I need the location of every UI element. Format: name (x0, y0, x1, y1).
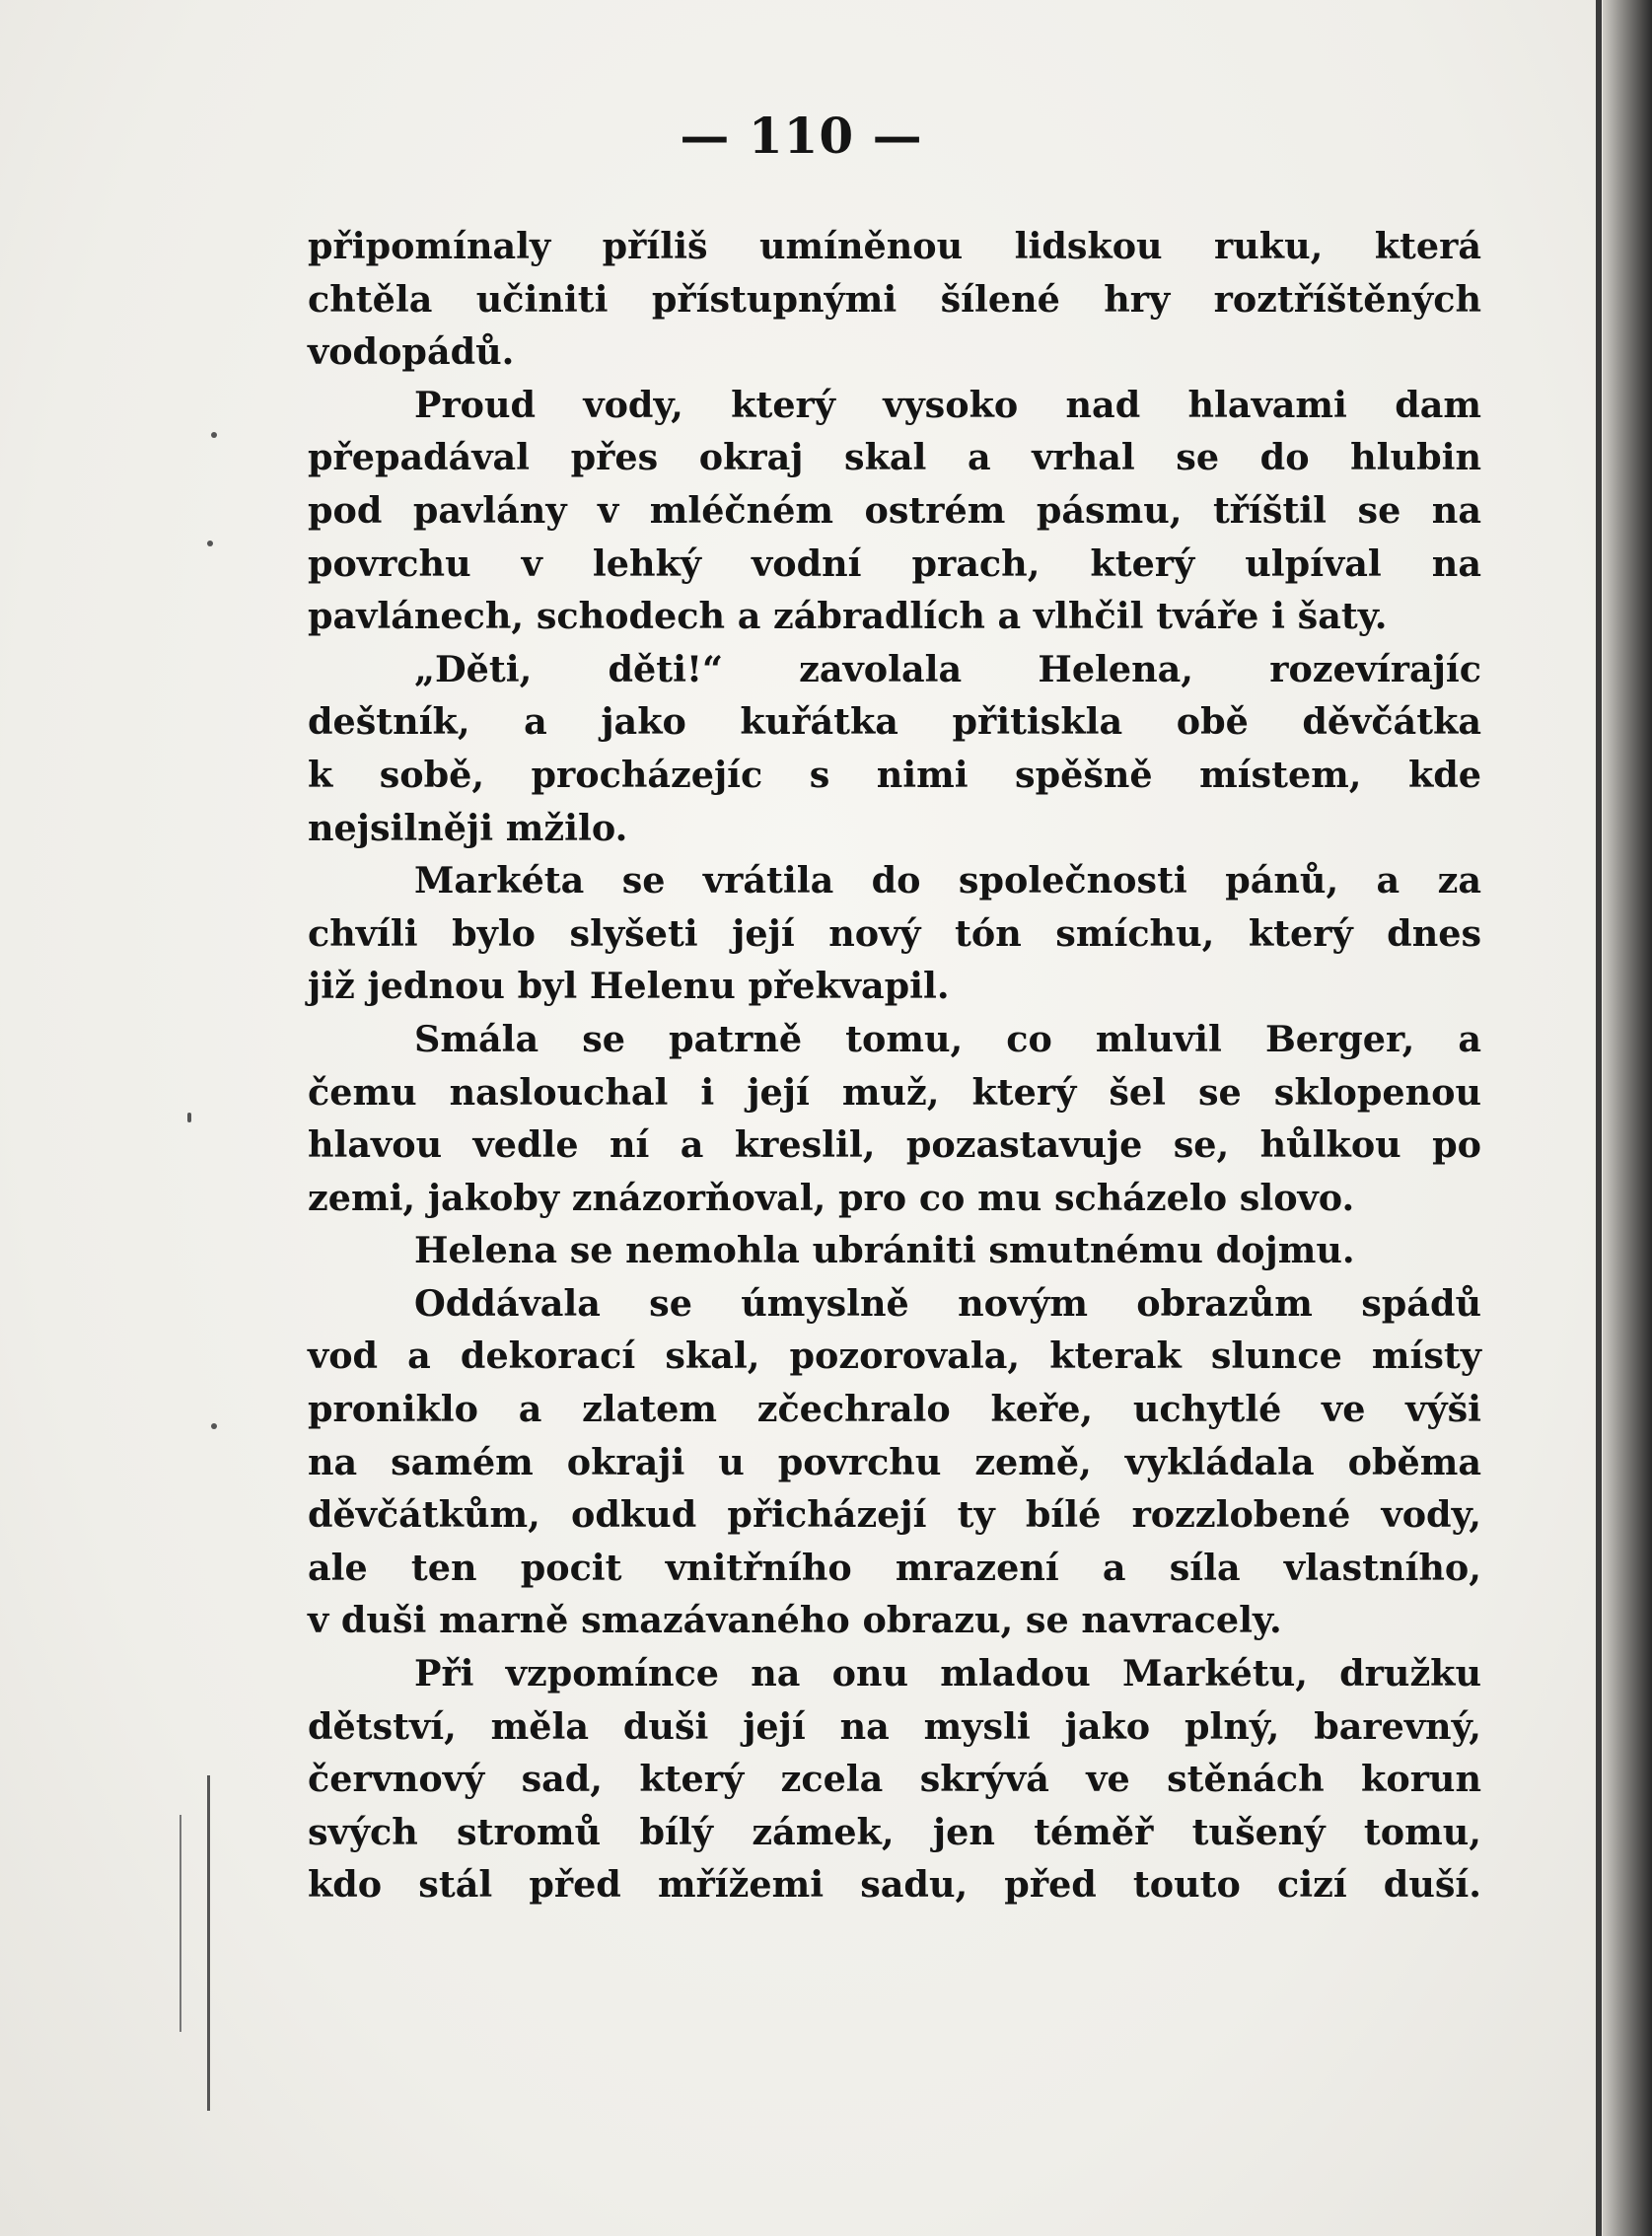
text-line: pavlánech, schodech a zábradlích a vlhčil tváře i šaty. (308, 595, 1388, 638)
text-line: již jednou byl Helenu překvapil. (308, 965, 950, 1008)
text-line: povrchu v lehký vodní prach, který ulpíval na (308, 541, 1481, 585)
print-speck (207, 541, 213, 546)
text-line: Helena se nemohla ubrániti smutnému dojmu. (414, 1229, 1355, 1272)
text-line: děvčátkům, odkud přicházejí ty bílé rozzlobené vody, (308, 1493, 1481, 1537)
text-line: Oddávala se úmyslně novým obrazům spádů (414, 1281, 1481, 1325)
text-line: nejsilněji mžilo. (308, 806, 628, 849)
text-line: přepadával přes okraj skal a vrhal se do hlubin (308, 436, 1481, 479)
text-line: Smála se patrně tomu, co mluvil Berger, a (414, 1017, 1481, 1060)
text-line: vodopádů. (308, 330, 515, 374)
margin-pencil-mark (207, 1775, 210, 2111)
text-line: Proud vody, který vysoko nad hlavami dam (414, 383, 1481, 426)
text-line: kdo stál před mřížemi sadu, před touto cizí duší. (308, 1863, 1481, 1907)
print-speck (187, 1113, 191, 1122)
text-line: na samém okraji u povrchu země, vykládala oběma (308, 1440, 1481, 1483)
text-line: čemu naslouchal i její muž, který šel se sklopenou (308, 1070, 1481, 1114)
spine-shadow (1596, 0, 1602, 2236)
page-number: — 110 — (680, 107, 923, 165)
text-line: deštník, a jako kuřátka přitiskla obě děvčátka (308, 700, 1481, 744)
body-text (308, 220, 1481, 1911)
print-speck (211, 432, 217, 438)
text-line: Markéta se vrátila do společnosti pánů, a za (414, 859, 1481, 902)
text-line: Při vzpomínce na onu mladou Markétu, družku (414, 1652, 1481, 1695)
text-line: chtěla učiniti přístupnými šílené hry roztříštěných (308, 277, 1481, 321)
text-line: v duši marně smazávaného obrazu, se navracely. (308, 1599, 1282, 1642)
text-line: červnový sad, který zcela skrývá ve stěnách korun (308, 1758, 1481, 1801)
text-line: pod pavlány v mléčném ostrém pásmu, tříštil se na (308, 488, 1481, 532)
page-edge (1603, 0, 1652, 2236)
text-line: k sobě, procházejíc s nimi spěšně místem, kde (308, 753, 1481, 796)
text-line: proniklo a zlatem zčechralo keře, uchytlé ve výši (308, 1388, 1481, 1431)
margin-pencil-mark (180, 1815, 181, 2032)
text-line: „Děti, děti!“ zavolala Helena, rozevírajíc (414, 647, 1481, 690)
text-line: ale ten pocit vnitřního mrazení a síla vlastního, (308, 1546, 1481, 1589)
text-line: vod a dekorací skal, pozorovala, kterak slunce místy (308, 1334, 1481, 1378)
text-line: dětství, měla duši její na mysli jako plný, barevný, (308, 1704, 1481, 1748)
text-line: chvíli bylo slyšeti její nový tón smíchu, který dnes (308, 911, 1481, 955)
print-speck (211, 1423, 217, 1429)
text-line: připomínaly příliš umíněnou lidskou ruku, která (308, 225, 1481, 267)
text-line: hlavou vedle ní a kreslil, pozastavuje se, hůlkou po (308, 1123, 1481, 1167)
text-line: svých stromů bílý zámek, jen téměř tušený tomu, (308, 1810, 1481, 1853)
text-line: zemi, jakoby znázorňoval, pro co mu scházelo slovo. (308, 1176, 1355, 1219)
